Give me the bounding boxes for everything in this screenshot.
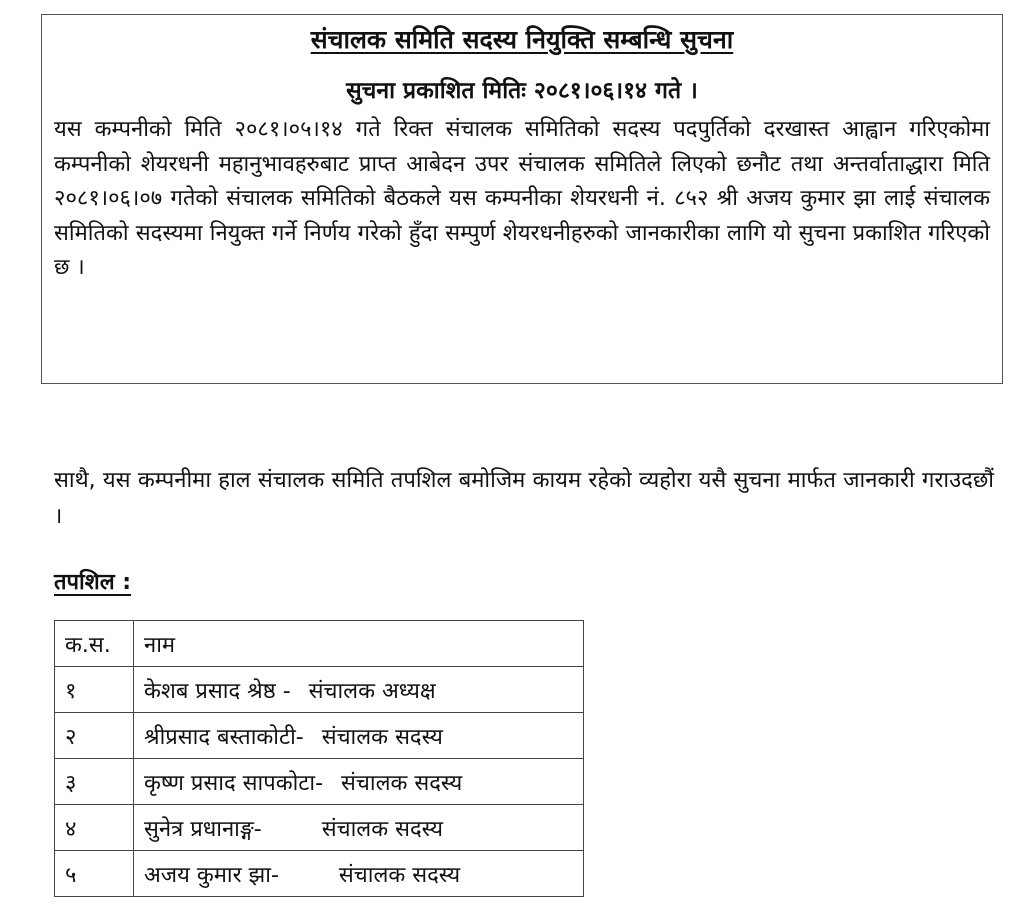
- member-role: संचालक अध्यक्ष: [308, 678, 436, 704]
- row-sn: ५: [55, 851, 134, 897]
- notice-body: यस कम्पनीको मिति २०८१।०५।१४ गते रिक्त संचालक समितिको सदस्य पदपुर्तिको दरखास्त आह्वान गरिएकोमा कम्पनीको शेयरधनी महानुभावहरुबाट प्राप्त आबेदन उपर संचालक समितिले लिएको छनौट तथा अन्तर्वाताद्धारा मिति २०८१।०६।०७ गतेको संचालक समितिको बैठकले यस कम्पनीका शेयरधनी नं. ८५२ श्री अजय कुमार झा लाई संचालक समितिको सदस्यमा नियुक्त गर्ने निर्णय गरेको हुँदा सम्पुर्ण शेयरधनीहरुको जानकारीका लागि यो सुचना प्रकाशित गरिएको छ ।: [54, 117, 990, 280]
- table-row: [55, 713, 584, 759]
- member-name: केशब प्रसाद श्रेष्ठ -: [144, 678, 291, 704]
- row-member: [134, 759, 584, 805]
- header-sn: क.स.: [55, 621, 134, 667]
- member-role: संचालक सदस्य: [321, 816, 443, 842]
- member-role: संचालक सदस्य: [341, 770, 463, 796]
- table-row: [55, 667, 584, 713]
- row-sn: १: [55, 667, 134, 713]
- row-member: [134, 667, 584, 713]
- member-name: श्रीप्रसाद बस्ताकोटी-: [144, 724, 304, 750]
- row-sn: ३: [55, 759, 134, 805]
- announcement-text: साथै, यस कम्पनीमा हाल संचालक समिति तपशिल बमोजिम कायम रहेको व्यहोरा यसै सुचना मार्फत जानकारी गराउदछौं ।: [54, 468, 994, 529]
- details-heading: तपशिल :: [54, 570, 132, 595]
- row-sn: २: [55, 713, 134, 759]
- notice-box: [41, 14, 1003, 384]
- header-name: नाम: [134, 621, 584, 667]
- member-role: संचालक सदस्य: [338, 862, 461, 888]
- row-member: [134, 851, 584, 897]
- row-sn: ४: [55, 805, 134, 851]
- table-row: [55, 805, 584, 851]
- row-member: [134, 805, 584, 851]
- notice-title: संचालक समिति सदस्य नियुक्ति सम्बन्धि सुचना: [310, 25, 734, 54]
- table-row: [55, 851, 584, 897]
- table-row: [55, 759, 584, 805]
- row-member: [134, 713, 584, 759]
- member-role: संचालक सदस्य: [321, 724, 443, 750]
- members-table: [54, 620, 584, 897]
- published-date: सुचना प्रकाशित मितिः २०८१।०६।१४ गते ।: [346, 78, 698, 104]
- member-name: सुनेत्र प्रधानाङ्ग-: [144, 816, 262, 842]
- table-header-row: [55, 621, 584, 667]
- member-name: कृष्ण प्रसाद सापकोटा-: [144, 770, 324, 796]
- member-name: अजय कुमार झा-: [144, 862, 279, 888]
